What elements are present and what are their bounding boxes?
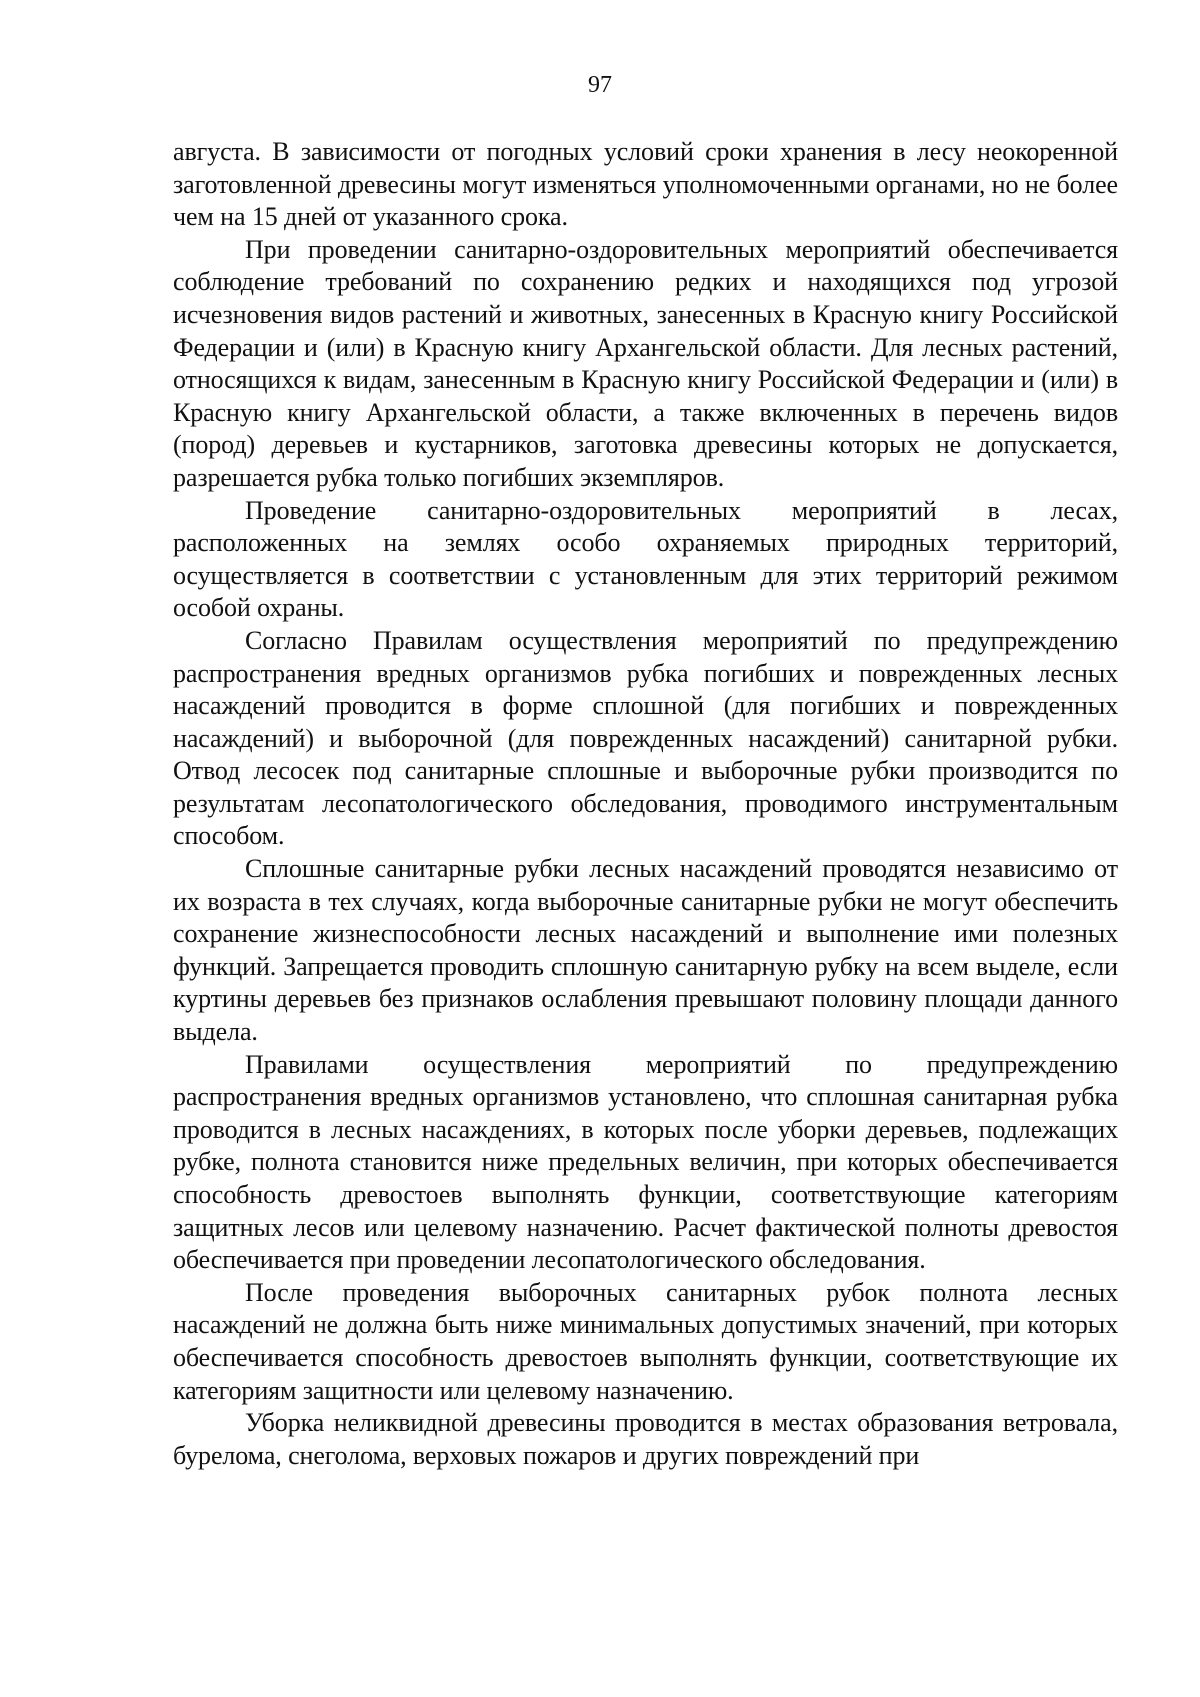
paragraph-sanitary-felling-rules: Согласно Правилам осуществления мероприятий по предупреждению распространения вредных организмов рубка погибших и поврежденных лесных насаждений проводится в форме сплошной (для погибших и поврежденных насаждений) и выборочной (для поврежденных насаждений) санитарной рубки. Отвод лесосек под санитарные сплошные и выборочные рубки производится по результатам лесопатологического обследования, проводимого инструментальным способом. (173, 625, 1118, 851)
page-number: 97 (588, 72, 612, 98)
body-text (173, 136, 1118, 1472)
paragraph-selective-felling-density: После проведения выборочных санитарных рубок полнота лесных насаждений не должна быть ниже минимальных допустимых значений, при которых обеспечивается способность древостоев выполнять функции, соответствующие их категориям защитности или целевому назначению. (173, 1277, 1118, 1405)
paragraph-illiquid-wood-removal: Уборка неликвидной древесины проводится в местах образования ветровала, бурелома, снеголома, верховых пожаров и других повреждений при (173, 1408, 1118, 1470)
paragraph-red-book: При проведении санитарно-оздоровительных мероприятий обеспечивается соблюдение требований по сохранению редких и находящихся под угрозой исчезновения видов растений и животных, занесенных в Красную книгу Российской Федерации и (или) в Красную книгу Архангельской области. Для лесных растений, относящихся к видам, занесенным в Красную книгу Российской Федерации и (или) в Красную книгу Архангельской области, а также включенных в перечень видов (пород) деревьев и кустарников, заготовка древесины которых не допускается, разрешается рубка только погибших экземпляров. (173, 234, 1118, 492)
paragraph-clear-sanitary-felling: Сплошные санитарные рубки лесных насаждений проводятся независимо от их возраста в тех случаях, когда выборочные санитарные рубки не могут обеспечить сохранение жизнеспособности лесных насаждений и выполнение ими полезных функций. Запрещается проводить сплошную санитарную рубку на всем выделе, если куртины деревьев без признаков ослабления превышают половину площади данного выдела. (173, 854, 1118, 1047)
paragraph-protected-areas: Проведение санитарно-оздоровительных мероприятий в лесах, расположенных на землях особо охраняемых природных территорий, осуществляется в соответствии с установленным для этих территорий режимом особой охраны. (173, 495, 1118, 623)
paragraph-stocking-limits: Правилами осуществления мероприятий по предупреждению распространения вредных организмов установлено, что сплошная санитарная рубка проводится в лесных насаждениях, в которых после уборки деревьев, подлежащих рубке, полнота становится ниже предельных величин, при которых обеспечивается способность древостоев выполнять функции, соответствующие категориям защитных лесов или целевому назначению. Расчет фактической полноты древостоя обеспечивается при проведении лесопатологического обследования. (173, 1049, 1118, 1275)
paragraph-continuation: августа. В зависимости от погодных условий сроки хранения в лесу неокоренной заготовленной древесины могут изменяться уполномоченными органами, но не более чем на 15 дней от указанного срока. (173, 137, 1118, 232)
